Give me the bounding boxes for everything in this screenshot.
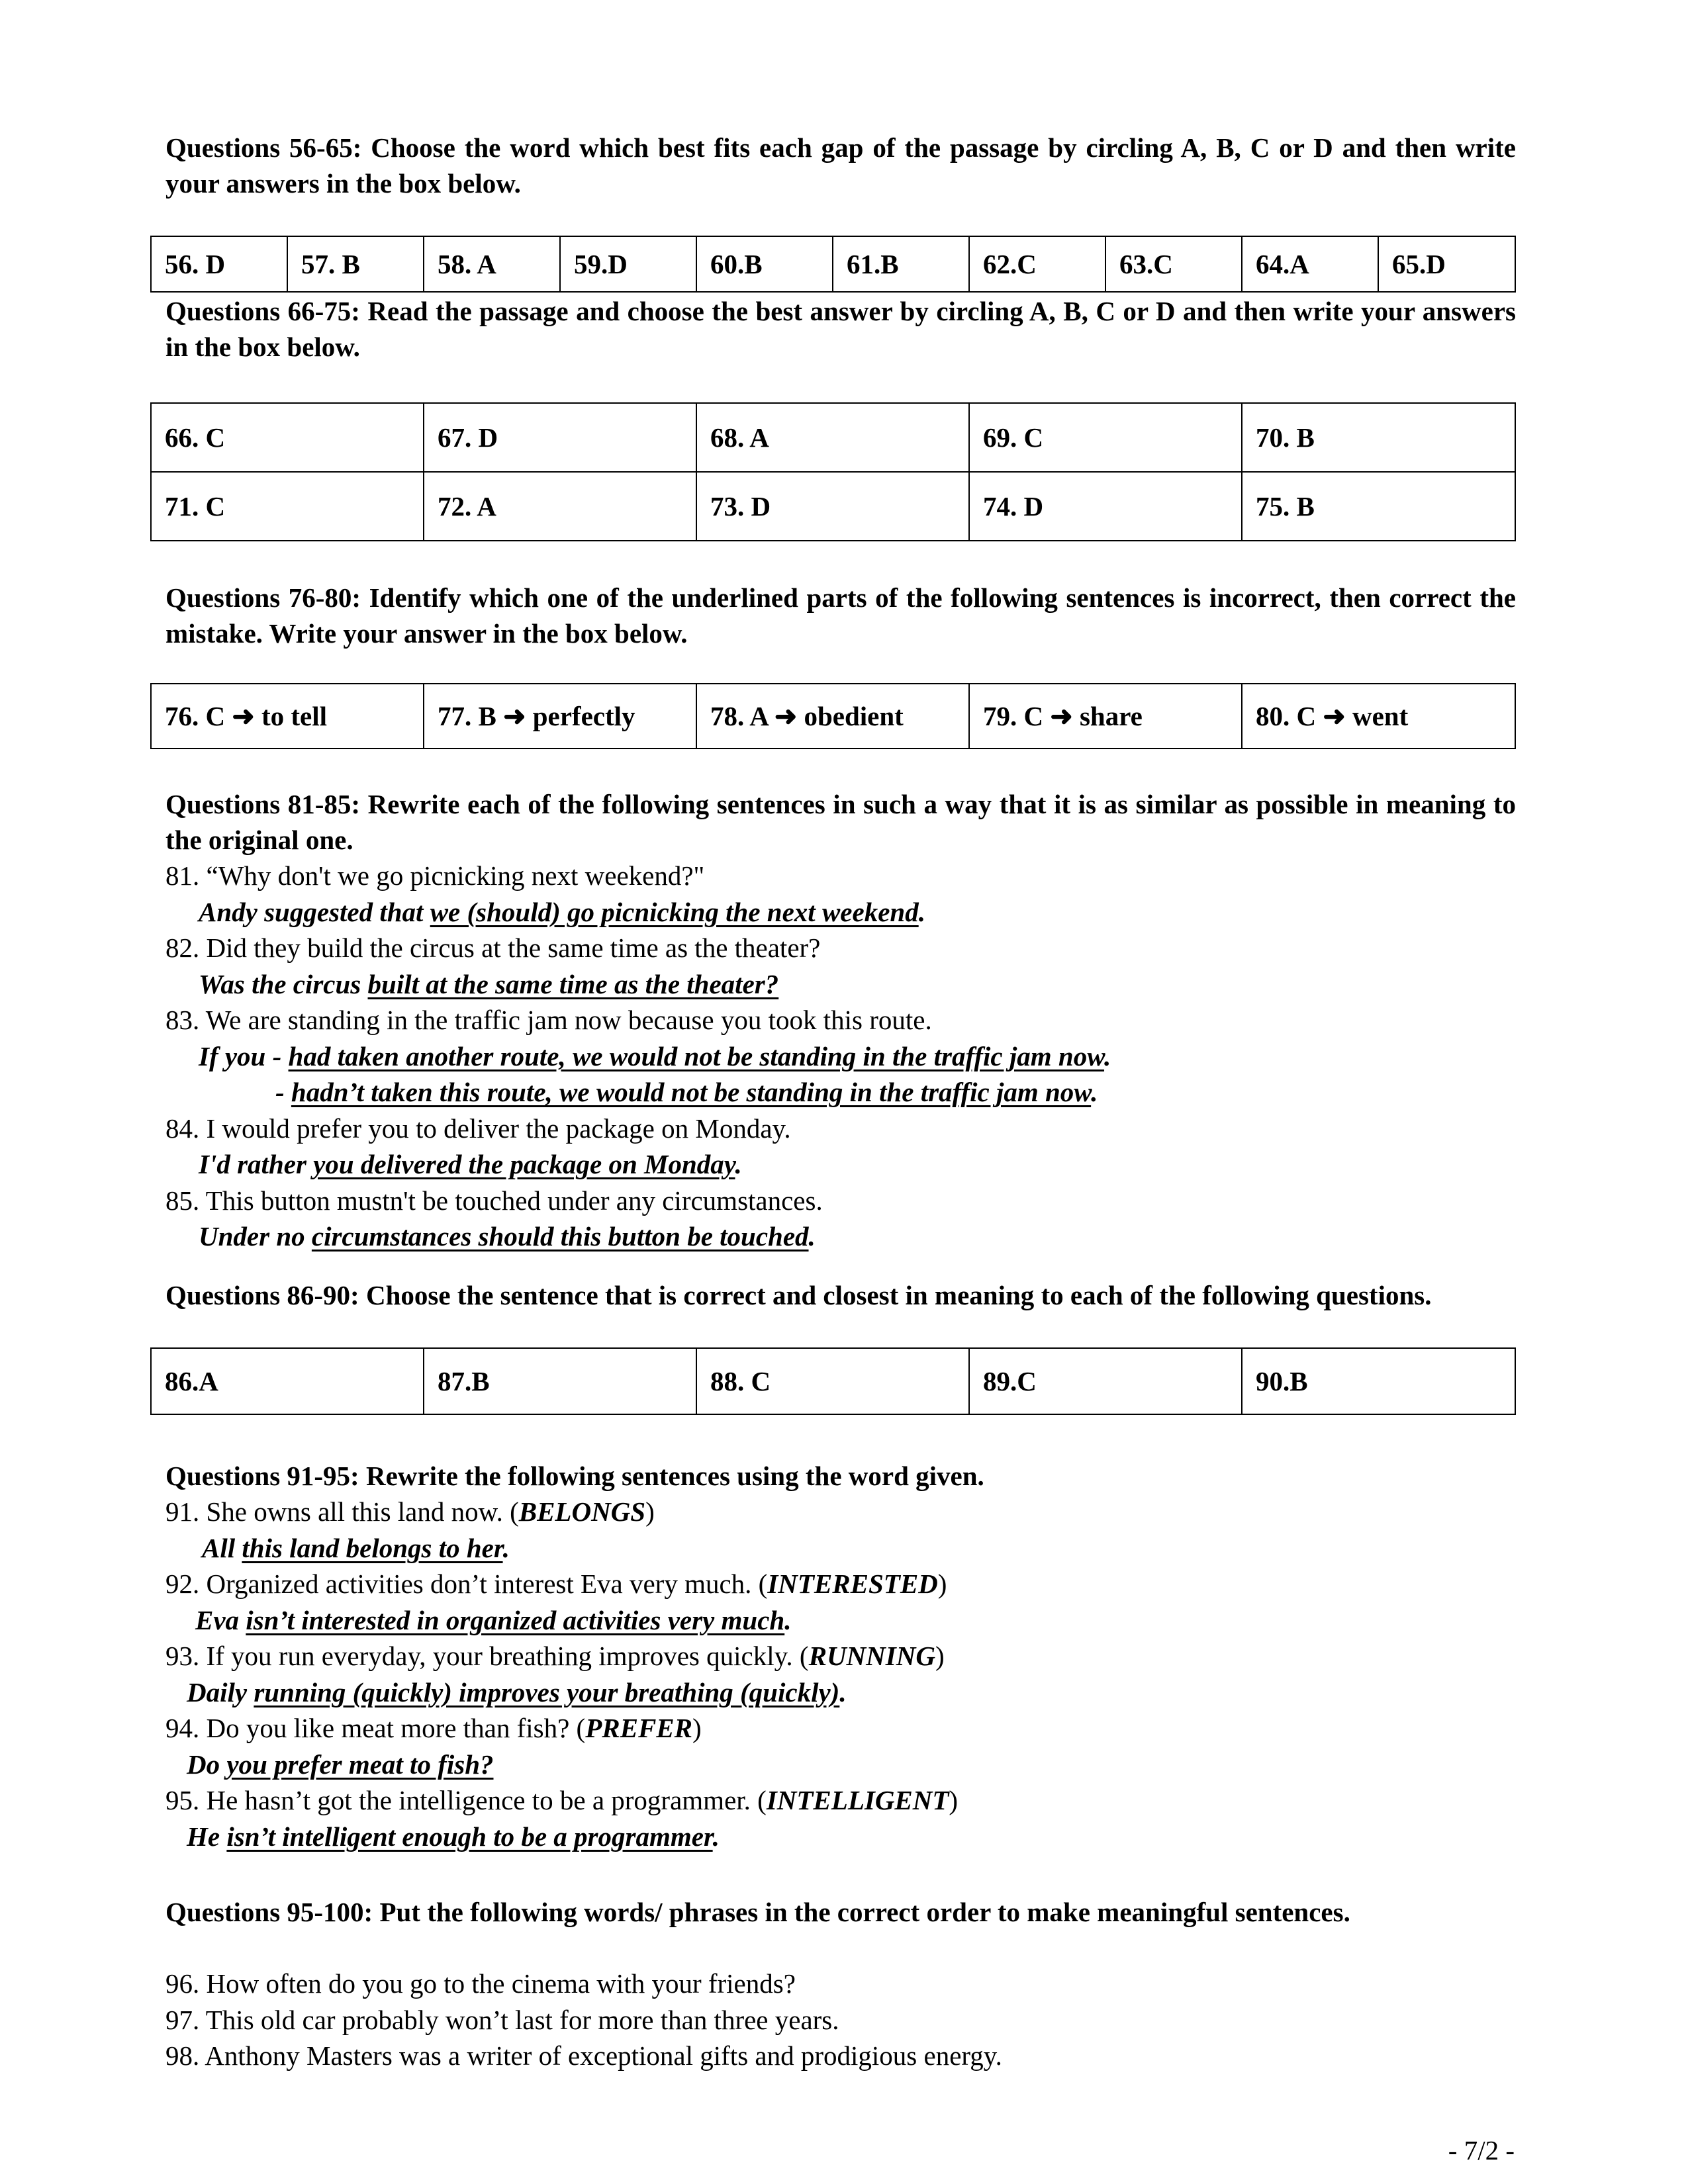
answer-lead: He	[187, 1821, 227, 1852]
heading-q86-90: Questions 86-90: Choose the sentence that is correct and closest in meaning to each of the following questions.	[165, 1280, 1432, 1310]
rewrite-list-q91-95	[165, 1494, 1516, 1854]
sentence-line: 96. How often do you go to the cinema with your friends?	[165, 1968, 796, 1999]
answer-underlined: isn’t interested in organized activities very much	[246, 1604, 785, 1635]
correction-cell	[1242, 684, 1515, 749]
correction-cell	[424, 684, 696, 749]
arrow-right-icon: ➜	[232, 701, 255, 731]
answer-underlined: you delivered the package on Monday	[313, 1149, 735, 1179]
question-text: 91. She owns all this land now. (	[165, 1496, 519, 1527]
answer-cell: 60.B	[696, 236, 833, 292]
question-line: 83. We are standing in the traffic jam now because you took this route.	[165, 1005, 932, 1035]
answer-underlined: this land belongs to her	[242, 1532, 503, 1563]
given-word: RUNNING	[808, 1641, 935, 1671]
answer-table-q66-75	[150, 402, 1516, 541]
answer-cell: 64.A	[1242, 236, 1378, 292]
arrow-right-icon: ➜	[503, 701, 526, 731]
answer-cell: 61.B	[833, 236, 969, 292]
answer-lead: Was the circus	[199, 968, 368, 999]
answer-cell: 68. A	[696, 403, 969, 472]
answer-cell: 67. D	[424, 403, 696, 472]
answer-end: .	[735, 1149, 742, 1179]
answer-line	[165, 1218, 1516, 1255]
answer-line	[165, 894, 1516, 931]
answer-lead: All	[202, 1532, 242, 1563]
question-text: 93. If you run everyday, your breathing improves quickly. (	[165, 1641, 809, 1671]
answer-cell: 71. C	[151, 472, 424, 541]
heading-q81-85: Questions 81-85: Rewrite each of the following sentences in such a way that it is as similar as possible in meaning to the original one.	[165, 789, 1516, 855]
answer-number: 79. C	[983, 701, 1044, 731]
answer-end: .	[839, 1676, 847, 1707]
answer-cell: 72. A	[424, 472, 696, 541]
rewrite-list-q81-85	[165, 858, 1516, 1255]
answer-line	[165, 1819, 1516, 1855]
given-word: INTERESTED	[767, 1569, 938, 1599]
answer-underlined: built at the same time as the theater?	[367, 968, 779, 999]
correction-text: went	[1352, 701, 1409, 731]
answer-cell: 89.C	[969, 1348, 1242, 1414]
answer-end: .	[918, 896, 925, 927]
question-line	[165, 1638, 1516, 1674]
question-close: )	[645, 1496, 655, 1527]
answer-lead: Eva	[195, 1604, 246, 1635]
question-close: )	[949, 1785, 959, 1815]
arrow-right-icon: ➜	[774, 701, 798, 731]
heading-q96-100: Questions 95-100: Put the following words/ phrases in the correct order to make meaningful sentences.	[165, 1897, 1350, 1927]
sentence-line: 97. This old car probably won’t last for more than three years.	[165, 2004, 839, 2035]
correction-text: obedient	[804, 701, 904, 731]
answer-cell: 70. B	[1242, 403, 1515, 472]
heading-q56-65: Questions 56-65: Choose the word which best fits each gap of the passage by circling A, B, C or D and then write your answers in the box below.	[165, 132, 1516, 199]
answer-cell: 90.B	[1242, 1348, 1515, 1414]
answer-cell: 73. D	[696, 472, 969, 541]
answer-lead: Under no	[199, 1221, 312, 1251]
page-number: - 7/2 -	[1448, 2135, 1515, 2165]
answer-cell: 74. D	[969, 472, 1242, 541]
answer-underlined: isn’t intelligent enough to be a programmer	[226, 1821, 713, 1852]
answer-end: .	[1104, 1040, 1111, 1071]
answer-table-q56-65	[150, 236, 1516, 293]
question-line	[165, 1782, 1516, 1819]
answer-line	[165, 1602, 1516, 1639]
given-word: BELONGS	[518, 1496, 646, 1527]
answer-line	[165, 1747, 1516, 1783]
heading-q91-95: Questions 91-95: Rewrite the following sentences using the word given.	[165, 1461, 984, 1491]
correction-text: to tell	[261, 701, 328, 731]
question-line	[165, 1566, 1516, 1602]
question-line: 85. This button mustn't be touched under any circumstances.	[165, 1185, 823, 1216]
question-close: )	[937, 1569, 947, 1599]
answer-underlined: we (should) go picnicking the next weekend	[430, 896, 919, 927]
answer-line	[165, 1038, 1516, 1075]
answer-line	[165, 1530, 1516, 1567]
sentence-line: 98. Anthony Masters was a writer of exceptional gifts and prodigious energy.	[165, 2040, 1002, 2071]
answer-underlined: had taken another route, we would not be standing in the traffic jam now	[288, 1040, 1105, 1071]
answer-end: .	[502, 1532, 510, 1563]
answer-lead: I'd rather	[199, 1149, 314, 1179]
answer-number: 76. C	[165, 701, 226, 731]
question-line	[165, 1494, 1516, 1530]
question-text: 95. He hasn’t got the intelligence to be a programmer. (	[165, 1785, 767, 1815]
answer-cell: 59.D	[560, 236, 696, 292]
answer-number: 78. A	[710, 701, 768, 731]
question-close: )	[935, 1641, 945, 1671]
answer-underlined: hadn’t taken this route, we would not be standing in the traffic jam now	[291, 1077, 1092, 1107]
answer-cell: 56. D	[151, 236, 287, 292]
correction-cell	[696, 684, 969, 749]
heading-q66-75: Questions 66-75: Read the passage and choose the best answer by circling A, B, C or D and then write your answers in the box below.	[165, 296, 1516, 362]
question-line	[165, 1710, 1516, 1747]
correction-cell	[151, 684, 424, 749]
answer-lead: If you -	[199, 1040, 289, 1071]
heading-q76-80: Questions 76-80: Identify which one of the underlined parts of the following sentences is incorrect, then correct the mistake. Write your answer in the box below.	[165, 582, 1516, 649]
answer-cell: 63.C	[1105, 236, 1242, 292]
answer-cell: 87.B	[424, 1348, 696, 1414]
answer-cell: 88. C	[696, 1348, 969, 1414]
answer-table-q86-90	[150, 1347, 1516, 1415]
answer-number: 80. C	[1256, 701, 1317, 731]
answer-cell: 66. C	[151, 403, 424, 472]
question-close: )	[692, 1713, 702, 1743]
answer-end: .	[808, 1221, 816, 1251]
answer-line	[165, 1674, 1516, 1711]
answer-end: .	[712, 1821, 720, 1852]
answer-number: 77. B	[438, 701, 496, 731]
question-line: 84. I would prefer you to deliver the package on Monday.	[165, 1113, 791, 1144]
ordered-sentences-list	[165, 1966, 1516, 2074]
answer-cell: 69. C	[969, 403, 1242, 472]
answer-cell: 62.C	[969, 236, 1105, 292]
answer-underlined: you prefer meat to fish?	[226, 1749, 494, 1780]
answer-line	[165, 1146, 1516, 1183]
answer-cell: 58. A	[424, 236, 560, 292]
answer-lead: Daily	[187, 1676, 254, 1707]
answer-underlined: circumstances should this button be touched	[311, 1221, 809, 1251]
arrow-right-icon: ➜	[1050, 701, 1073, 731]
correction-cell	[969, 684, 1242, 749]
answer-lead: Andy suggested that	[199, 896, 430, 927]
answer-end: .	[784, 1604, 792, 1635]
answer-end: .	[1091, 1077, 1098, 1107]
given-word: PREFER	[585, 1713, 692, 1743]
answer-lead: -	[275, 1077, 291, 1107]
question-line: 81. “Why don't we go picnicking next weekend?"	[165, 860, 705, 891]
question-text: 94. Do you like meat more than fish? (	[165, 1713, 586, 1743]
answer-table-q76-80	[150, 683, 1516, 749]
correction-text: share	[1079, 701, 1143, 731]
answer-underlined: running (quickly) improves your breathing (quickly)	[254, 1676, 840, 1707]
given-word: INTELLIGENT	[766, 1785, 949, 1815]
correction-text: perfectly	[532, 701, 635, 731]
answer-cell: 57. B	[287, 236, 424, 292]
answer-line	[165, 1074, 1516, 1111]
answer-lead: Do	[187, 1749, 227, 1780]
arrow-right-icon: ➜	[1323, 701, 1346, 731]
answer-cell: 65.D	[1378, 236, 1515, 292]
answer-cell: 86.A	[151, 1348, 424, 1414]
question-line: 82. Did they build the circus at the same time as the theater?	[165, 933, 821, 963]
answer-line	[165, 966, 1516, 1003]
answer-cell: 75. B	[1242, 472, 1515, 541]
question-text: 92. Organized activities don’t interest Eva very much. (	[165, 1569, 768, 1599]
